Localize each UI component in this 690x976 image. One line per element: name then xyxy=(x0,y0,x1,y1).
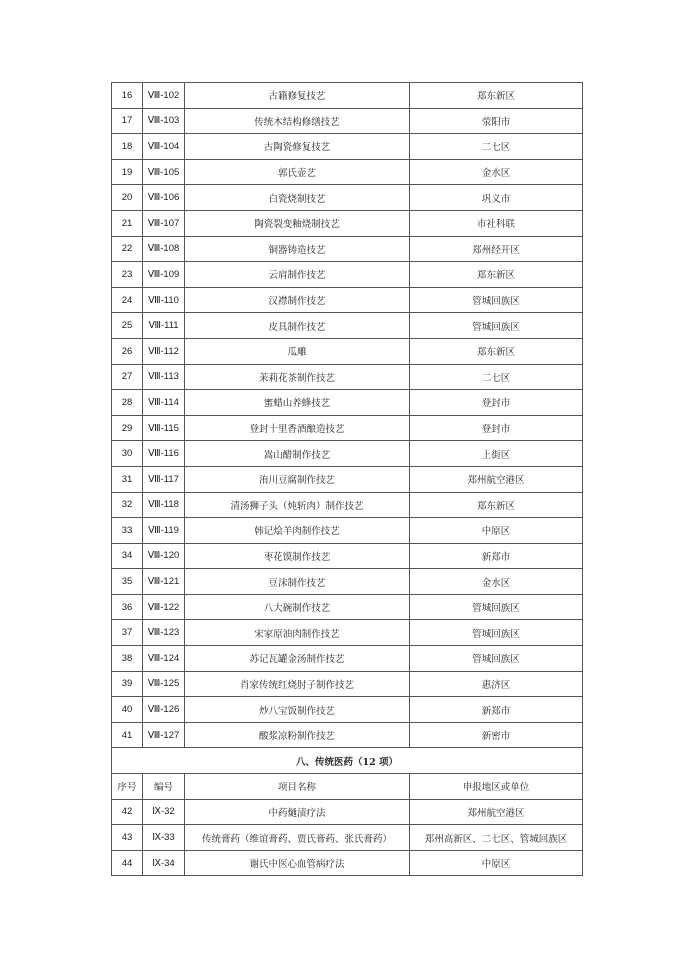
table-row xyxy=(112,697,583,723)
table-row xyxy=(112,185,583,211)
cell-code: Ⅷ-112 xyxy=(143,338,185,364)
cell-area: 郑东新区 xyxy=(410,492,583,518)
table-row xyxy=(112,236,583,262)
cell-code: Ⅸ-33 xyxy=(143,825,185,851)
cell-area: 中原区 xyxy=(410,850,583,876)
cell-name: 肖家传统红烧肘子制作技艺 xyxy=(185,671,410,697)
cell-area: 管城回族区 xyxy=(410,594,583,620)
table-row xyxy=(112,262,583,288)
cell-code: Ⅷ-124 xyxy=(143,646,185,672)
cell-name: 汉襟制作技艺 xyxy=(185,287,410,313)
cell-area: 郑东新区 xyxy=(410,262,583,288)
cell-no: 26 xyxy=(112,338,143,364)
cell-no: 20 xyxy=(112,185,143,211)
cell-area: 郑州高新区、二七区、管城回族区 xyxy=(410,825,583,851)
cell-no: 21 xyxy=(112,210,143,236)
table-row xyxy=(112,620,583,646)
cell-no: 39 xyxy=(112,671,143,697)
table-row xyxy=(112,134,583,160)
cell-no: 33 xyxy=(112,518,143,544)
cell-name: 宋家原油肉制作技艺 xyxy=(185,620,410,646)
cell-name: 豆沫制作技艺 xyxy=(185,569,410,595)
cell-name: 清汤狮子头（炖斩肉）制作技艺 xyxy=(185,492,410,518)
table-row xyxy=(112,722,583,748)
cell-name: 传统膏药（维谊膏药、贾氏膏药、张氏膏药） xyxy=(185,825,410,851)
table-row xyxy=(112,646,583,672)
cell-code: Ⅷ-107 xyxy=(143,210,185,236)
header-name: 项目名称 xyxy=(185,774,410,800)
table-row xyxy=(112,492,583,518)
cell-no: 44 xyxy=(112,850,143,876)
section-row xyxy=(112,748,583,774)
cell-area: 管城回族区 xyxy=(410,620,583,646)
cell-name: 中药熥渍疗法 xyxy=(185,799,410,825)
cell-code: Ⅷ-123 xyxy=(143,620,185,646)
table-body-section-7 xyxy=(112,83,583,748)
cell-name: 云肩制作技艺 xyxy=(185,262,410,288)
cell-area: 郑州经开区 xyxy=(410,236,583,262)
cell-name: 皮具制作技艺 xyxy=(185,313,410,339)
table-row xyxy=(112,313,583,339)
table-row xyxy=(112,799,583,825)
cell-no: 40 xyxy=(112,697,143,723)
cell-no: 35 xyxy=(112,569,143,595)
cell-area: 二七区 xyxy=(410,134,583,160)
cell-code: Ⅷ-118 xyxy=(143,492,185,518)
cell-name: 洧川豆腐制作技艺 xyxy=(185,466,410,492)
header-no: 序号 xyxy=(112,774,143,800)
cell-no: 27 xyxy=(112,364,143,390)
cell-area: 管城回族区 xyxy=(410,287,583,313)
cell-no: 32 xyxy=(112,492,143,518)
cell-area: 管城回族区 xyxy=(410,313,583,339)
cell-code: Ⅸ-32 xyxy=(143,799,185,825)
table-row xyxy=(112,594,583,620)
cell-area: 荥阳市 xyxy=(410,108,583,134)
table-row xyxy=(112,108,583,134)
cell-name: 白瓷烧制技艺 xyxy=(185,185,410,211)
cell-code: Ⅷ-109 xyxy=(143,262,185,288)
column-header-row xyxy=(112,774,583,800)
cell-code: Ⅷ-119 xyxy=(143,518,185,544)
cell-code: Ⅷ-126 xyxy=(143,697,185,723)
cell-no: 23 xyxy=(112,262,143,288)
cell-code: Ⅷ-120 xyxy=(143,543,185,569)
cell-area: 金水区 xyxy=(410,159,583,185)
cell-no: 29 xyxy=(112,415,143,441)
cell-name: 郭氏壶艺 xyxy=(185,159,410,185)
cell-name: 茉莉花茶制作技艺 xyxy=(185,364,410,390)
cell-area: 郑东新区 xyxy=(410,338,583,364)
cell-code: Ⅷ-114 xyxy=(143,390,185,416)
cell-area: 登封市 xyxy=(410,390,583,416)
table-row xyxy=(112,671,583,697)
cell-area: 金水区 xyxy=(410,569,583,595)
table-row xyxy=(112,825,583,851)
cell-no: 16 xyxy=(112,83,143,109)
table-row xyxy=(112,415,583,441)
cell-name: 铜器铸造技艺 xyxy=(185,236,410,262)
cell-area: 新郑市 xyxy=(410,543,583,569)
cell-name: 韩记烩羊肉制作技艺 xyxy=(185,518,410,544)
cell-area: 惠济区 xyxy=(410,671,583,697)
table-row xyxy=(112,850,583,876)
cell-no: 30 xyxy=(112,441,143,467)
table-row xyxy=(112,569,583,595)
table-row xyxy=(112,338,583,364)
table-row xyxy=(112,518,583,544)
cell-name: 登封十里香酒酿造技艺 xyxy=(185,415,410,441)
table-body-section-8-items xyxy=(112,799,583,876)
cell-code: Ⅷ-117 xyxy=(143,466,185,492)
cell-code: Ⅷ-116 xyxy=(143,441,185,467)
cell-code: Ⅷ-105 xyxy=(143,159,185,185)
table-row xyxy=(112,466,583,492)
cell-name: 炒八宝饭制作技艺 xyxy=(185,697,410,723)
cell-code: Ⅷ-122 xyxy=(143,594,185,620)
cell-code: Ⅷ-115 xyxy=(143,415,185,441)
cell-area: 巩义市 xyxy=(410,185,583,211)
header-area: 申报地区或单位 xyxy=(410,774,583,800)
cell-area: 郑东新区 xyxy=(410,83,583,109)
table-row xyxy=(112,159,583,185)
table-row xyxy=(112,210,583,236)
cell-name: 蜜蜡山养蜂技艺 xyxy=(185,390,410,416)
cell-area: 新密市 xyxy=(410,722,583,748)
table-row xyxy=(112,441,583,467)
cell-name: 嵩山醋制作技艺 xyxy=(185,441,410,467)
cell-area: 二七区 xyxy=(410,364,583,390)
cell-area: 中原区 xyxy=(410,518,583,544)
cell-no: 41 xyxy=(112,722,143,748)
cell-area: 上街区 xyxy=(410,441,583,467)
cell-no: 19 xyxy=(112,159,143,185)
cell-area: 郑州航空港区 xyxy=(410,799,583,825)
table-row xyxy=(112,83,583,109)
cell-no: 24 xyxy=(112,287,143,313)
cell-no: 34 xyxy=(112,543,143,569)
cell-code: Ⅷ-106 xyxy=(143,185,185,211)
cell-code: Ⅷ-125 xyxy=(143,671,185,697)
cell-no: 31 xyxy=(112,466,143,492)
cell-code: Ⅷ-103 xyxy=(143,108,185,134)
cell-area: 新郑市 xyxy=(410,697,583,723)
cell-code: Ⅷ-110 xyxy=(143,287,185,313)
cell-area: 市社科联 xyxy=(410,210,583,236)
table-row xyxy=(112,287,583,313)
cell-code: Ⅷ-113 xyxy=(143,364,185,390)
section-title: 八、传统医药（12 项） xyxy=(112,748,583,774)
cell-code: Ⅷ-127 xyxy=(143,722,185,748)
cell-no: 18 xyxy=(112,134,143,160)
table-row xyxy=(112,543,583,569)
cell-no: 25 xyxy=(112,313,143,339)
cell-no: 17 xyxy=(112,108,143,134)
cell-code: Ⅷ-102 xyxy=(143,83,185,109)
cell-name: 苏记瓦罐金汤制作技艺 xyxy=(185,646,410,672)
cell-name: 酸浆凉粉制作技艺 xyxy=(185,722,410,748)
heritage-list-table xyxy=(111,82,583,876)
cell-name: 陶瓷裂变釉烧制技艺 xyxy=(185,210,410,236)
cell-no: 42 xyxy=(112,799,143,825)
cell-name: 古籍修复技艺 xyxy=(185,83,410,109)
cell-area: 郑州航空港区 xyxy=(410,466,583,492)
cell-no: 28 xyxy=(112,390,143,416)
cell-name: 传统木结构修缮技艺 xyxy=(185,108,410,134)
cell-name: 枣花馍制作技艺 xyxy=(185,543,410,569)
cell-name: 八大碗制作技艺 xyxy=(185,594,410,620)
cell-area: 登封市 xyxy=(410,415,583,441)
cell-area: 管城回族区 xyxy=(410,646,583,672)
cell-no: 43 xyxy=(112,825,143,851)
cell-name: 谢氏中医心血管病疗法 xyxy=(185,850,410,876)
cell-no: 37 xyxy=(112,620,143,646)
cell-name: 古陶瓷修复技艺 xyxy=(185,134,410,160)
cell-code: Ⅷ-121 xyxy=(143,569,185,595)
header-code: 编号 xyxy=(143,774,185,800)
table-row xyxy=(112,390,583,416)
cell-code: Ⅷ-104 xyxy=(143,134,185,160)
cell-no: 38 xyxy=(112,646,143,672)
cell-no: 22 xyxy=(112,236,143,262)
cell-no: 36 xyxy=(112,594,143,620)
table-row xyxy=(112,364,583,390)
cell-code: Ⅷ-111 xyxy=(143,313,185,339)
cell-code: Ⅷ-108 xyxy=(143,236,185,262)
cell-name: 瓜雕 xyxy=(185,338,410,364)
table-body-section-8 xyxy=(112,748,583,799)
cell-code: Ⅸ-34 xyxy=(143,850,185,876)
